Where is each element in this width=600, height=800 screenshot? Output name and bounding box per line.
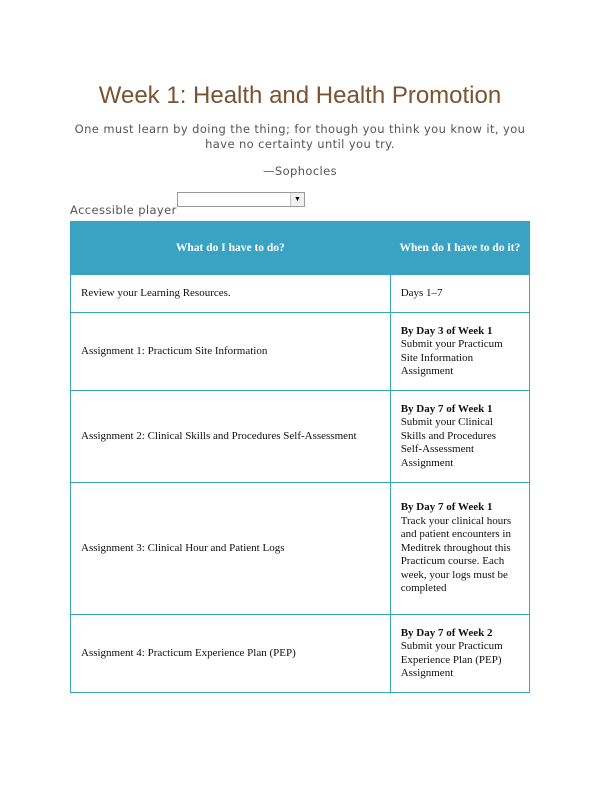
due-detail: Submit your Practicum Experience Plan (PEP) Assignment (400, 640, 503, 679)
task-cell: Assignment 4: Practicum Experience Plan (PEP) (71, 615, 391, 693)
due-cell (390, 483, 529, 615)
task-cell: Assignment 3: Clinical Hour and Patient Logs (71, 483, 391, 615)
due-label: By Day 7 of Week 1 (400, 501, 493, 514)
due-cell (390, 313, 529, 391)
due-detail: Days 1–7 (400, 286, 443, 299)
page-title: Week 1: Health and Health Promotion (98, 82, 502, 109)
quote-attribution: —Sophocles (262, 164, 338, 178)
table-row (71, 391, 530, 483)
table-row (71, 313, 530, 391)
due-label: By Day 7 of Week 2 (400, 626, 493, 639)
due-label: By Day 3 of Week 1 (400, 324, 493, 337)
due-cell (390, 391, 529, 483)
accessible-player-label: Accessible player (70, 203, 177, 217)
due-label: By Day 7 of Week 1 (400, 402, 493, 415)
table-row (71, 483, 530, 615)
task-cell: Review your Learning Resources. (71, 275, 391, 313)
accessible-player-select[interactable] (177, 192, 305, 207)
table-row (71, 615, 530, 693)
chevron-down-icon[interactable]: ▼ (290, 193, 304, 206)
schedule-table (70, 221, 530, 693)
task-cell: Assignment 2: Clinical Skills and Procedures Self-Assessment (71, 391, 391, 483)
due-detail: Submit your Clinical Skills and Procedures Self-Assessment Assignment (400, 416, 497, 469)
due-cell (390, 275, 529, 313)
header-when: When do I have to do it? (390, 222, 529, 275)
table-row (71, 275, 530, 313)
due-detail: Track your clinical hours and patient encounters in Meditrek throughout this Practicum course. Each week, your logs must be completed (400, 514, 512, 595)
table-header-row (71, 222, 530, 275)
task-cell: Assignment 1: Practicum Site Information (71, 313, 391, 391)
header-what: What do I have to do? (71, 222, 391, 275)
due-cell (390, 615, 529, 693)
quote-text: One must learn by doing the thing; for though you think you know it, you have no certainty until you try. (74, 122, 526, 151)
due-detail: Submit your Practicum Site Information Assignment (400, 338, 503, 377)
